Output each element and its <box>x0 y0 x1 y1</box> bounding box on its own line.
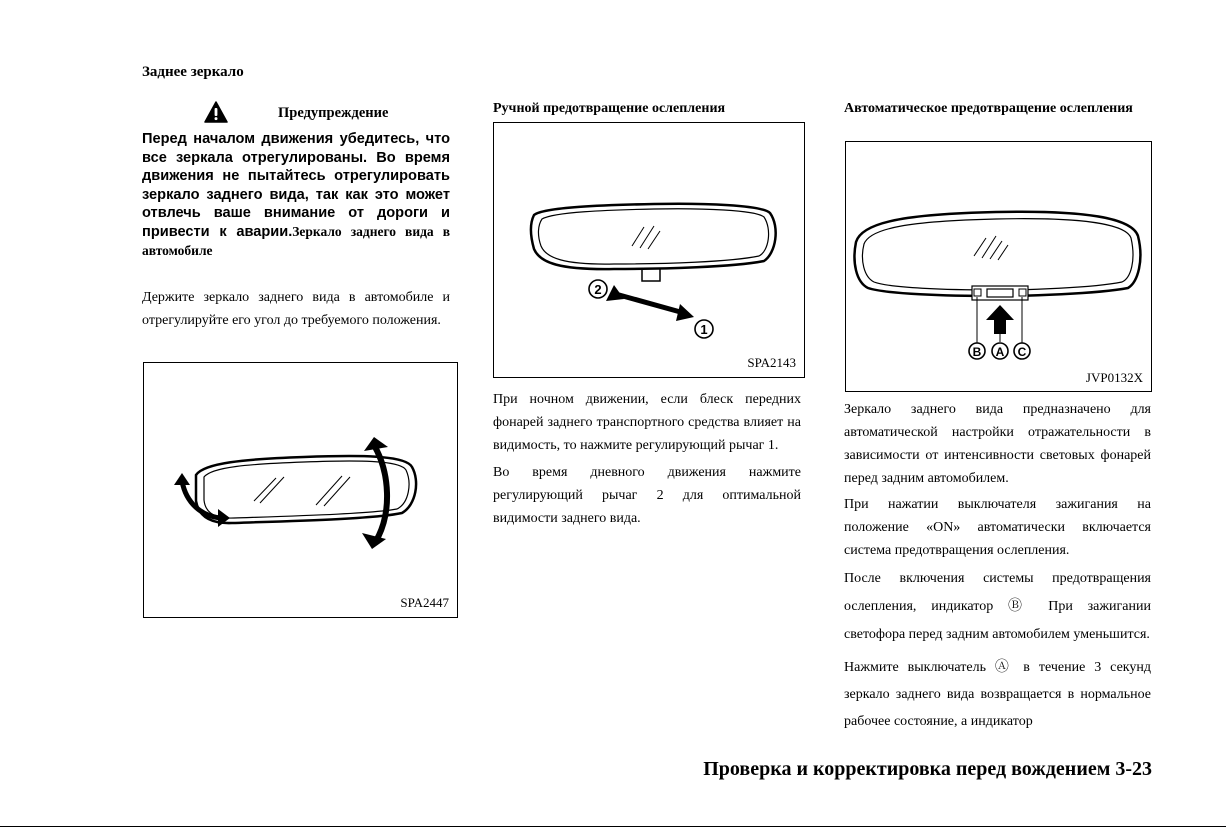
section-title: Заднее зеркало <box>142 64 244 80</box>
sensor-label-c: C <box>1017 345 1027 359</box>
lever-label-2: 2 <box>594 282 602 297</box>
warning-header <box>142 100 450 126</box>
manual-mirror-illustration <box>494 123 804 377</box>
warning-block <box>142 100 450 260</box>
col3-paragraph-4: Нажмите выключатель Ⓐ в течение 3 секунд зеркало заднего вида возвращается в нормальное рабочее состояние, а индикатор <box>844 660 1151 729</box>
figure-code: SPA2143 <box>747 355 796 370</box>
figure-code: SPA2447 <box>400 595 449 610</box>
figure-mirror-adjust <box>143 362 458 618</box>
col2-paragraph-2: Во время дневного движения нажмите регулирующий рычаг 2 для оптимальной видимости заднего вида. <box>493 465 801 526</box>
lever-label-1: 1 <box>700 322 708 337</box>
indicator-label-b: B <box>972 345 982 359</box>
switch-label-a: A <box>995 345 1005 359</box>
col2-paragraph-1: При ночном движении, если блеск передних фонарей заднего транспортного средства влияет на видимость, то нажмите регулирующий рычаг 1. <box>493 392 801 453</box>
page-footer: Проверка и корректировка перед вождением 3-23 <box>703 758 1152 780</box>
col2-text <box>493 388 801 530</box>
warning-text <box>142 130 450 260</box>
mirror-adjust-illustration <box>144 363 457 617</box>
col3-paragraph-2: При нажатии выключателя зажигания на положение «ON» автоматически включается система предотвращения ослепления. <box>844 497 1151 558</box>
bottom-rule <box>0 826 1226 827</box>
col3-paragraph-3: После включения системы предотвращения ослепления, индикатор Ⓑ При зажигании светофора перед задним автомобилем уменьшится. <box>844 571 1151 642</box>
col3-paragraph-1: Зеркало заднего вида предназначено для автоматической настройки отражательности в зависимости от интенсивности световых фонарей перед задним автомобилем. <box>844 402 1151 486</box>
warning-heading: Предупреждение <box>278 105 389 121</box>
figure-code: JVP0132X <box>1085 370 1143 385</box>
col2-heading: Ручной предотвращение ослепления <box>493 101 726 116</box>
figure-manual-antiglare <box>493 122 805 378</box>
figure-auto-antiglare <box>845 141 1152 392</box>
auto-mirror-illustration <box>846 142 1151 391</box>
col3-heading: Автоматическое предотвращение ослепления <box>844 101 1133 116</box>
col3-text <box>844 398 1151 735</box>
col1-paragraph: Держите зеркало заднего вида в автомобиле и отрегулируйте его угол до требуемого положения. <box>142 290 450 328</box>
warning-body: Перед началом движения убедитесь, что все зеркала отрегулированы. Во время движения не пытайтесь отрегулировать зеркало заднего вида, так как это может отвлечь ваше внимание от дороги и привести к аварии. <box>142 131 450 240</box>
warning-tail: Зеркало заднего вида в автомобиле <box>142 223 450 258</box>
warning-triangle-icon <box>204 101 228 123</box>
